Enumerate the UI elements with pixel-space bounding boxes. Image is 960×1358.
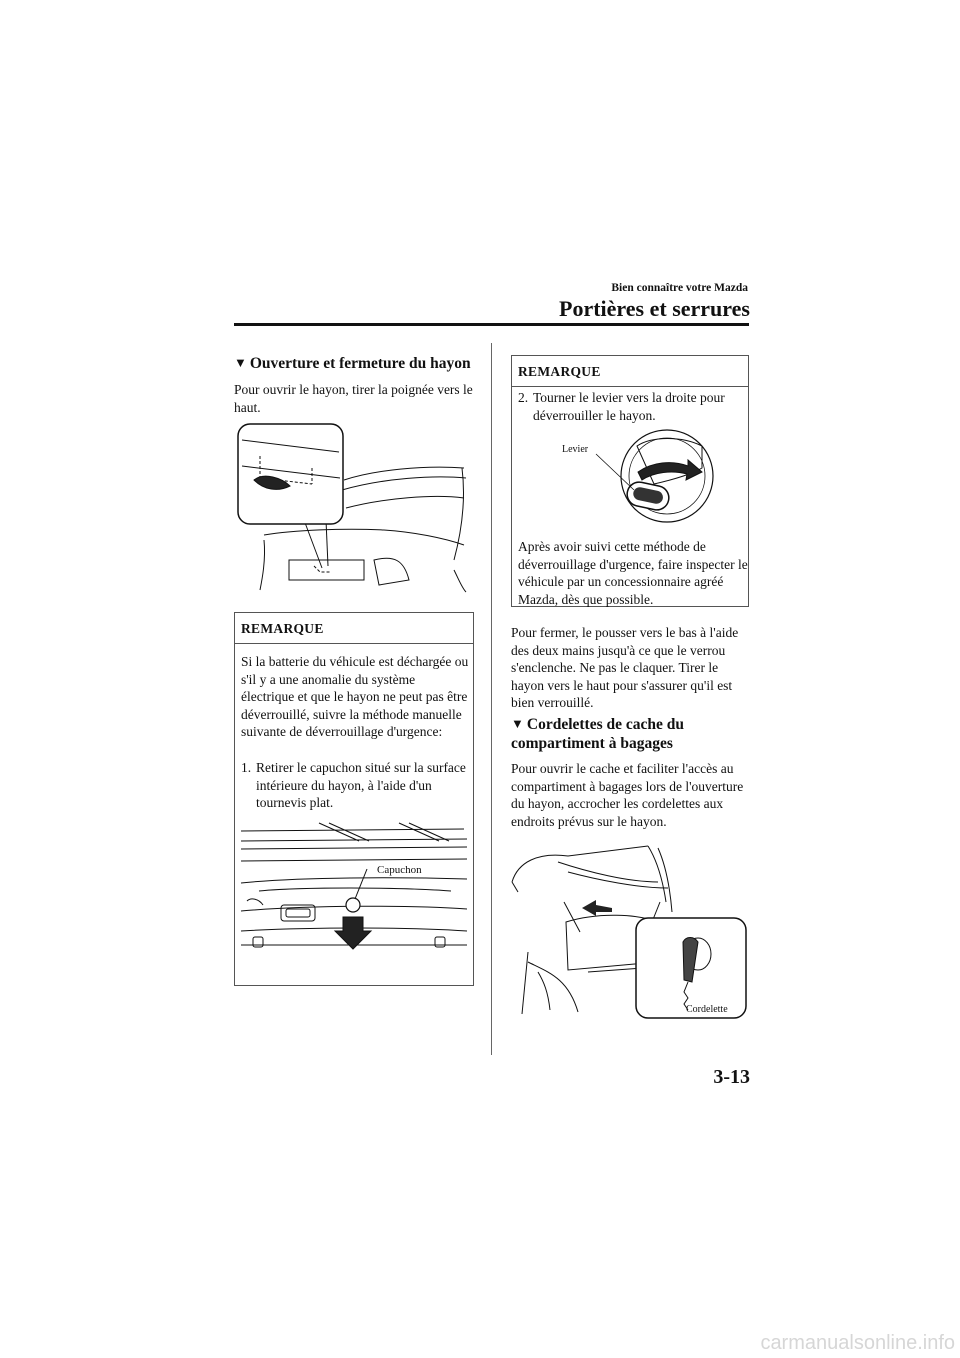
note-after-text: Après avoir suivi cette méthode de déverrouillage d'urgence, faire inspecter le véhicule par un concessionnaire agréé Mazda, dès que possible. xyxy=(518,539,748,607)
note-box-left xyxy=(234,612,474,986)
triangle-bullet-icon: ▼ xyxy=(234,355,247,370)
section-title: Portières et serrures xyxy=(559,296,750,321)
step-text: Tourner le levier vers la droite pour déverrouiller le hayon. xyxy=(533,390,725,423)
column-divider xyxy=(491,343,492,1055)
cordelette-label: Cordelette xyxy=(686,1004,728,1015)
header-rule xyxy=(234,323,749,326)
note-title: REMARQUE xyxy=(512,356,748,387)
heading-cordelettes: ▼ Cordelettes de cache du compartiment à bagages xyxy=(511,716,684,752)
heading-hayon: ▼ Ouverture et fermeture du hayon xyxy=(234,355,471,372)
note-title: REMARQUE xyxy=(235,613,473,644)
note-paragraph: Si la batterie du véhicule est déchargée ou s'il y a une anomalie du système électrique et que le hayon ne peut pas être déverrouillé, suivre la méthode manuelle suivante de déverrouillage d'urgence: xyxy=(241,654,469,739)
capuchon-label: Capuchon xyxy=(377,864,422,876)
chapter-title: Bien connaître votre Mazda xyxy=(611,282,748,294)
lever-illustration xyxy=(542,428,742,528)
note-box-right xyxy=(511,355,749,607)
tailgate-handle-illustration xyxy=(234,420,474,600)
triangle-bullet-icon: ▼ xyxy=(511,716,524,731)
close-paragraph: Pour fermer, le pousser vers le bas à l'aide des deux mains jusqu'à ce que le verrou s'enclenche. Ne pas le claquer. Tirer le hayon vers le haut pour s'assurer qu'il est bien verrouillé. xyxy=(511,625,739,710)
page-number: 3-13 xyxy=(713,1066,750,1088)
trunk-cord-illustration xyxy=(508,842,750,1022)
levier-label: Levier xyxy=(562,444,589,455)
step-number: 2. xyxy=(518,390,529,405)
intro-paragraph: Pour ouvrir le hayon, tirer la poignée vers le haut. xyxy=(234,382,473,415)
step-number: 1. xyxy=(241,760,252,775)
step-text: Retirer le capuchon situé sur la surface intérieure du hayon, à l'aide d'un tournevis plat. xyxy=(256,760,466,810)
cap-removal-illustration xyxy=(239,821,469,961)
cordelettes-paragraph: Pour ouvrir le cache et faciliter l'accès au compartiment à bagages lors de l'ouverture du hayon, accrocher les cordelettes aux endroits prévus sur le hayon. xyxy=(511,761,744,829)
watermark: carmanualsonline.info xyxy=(760,1332,955,1354)
